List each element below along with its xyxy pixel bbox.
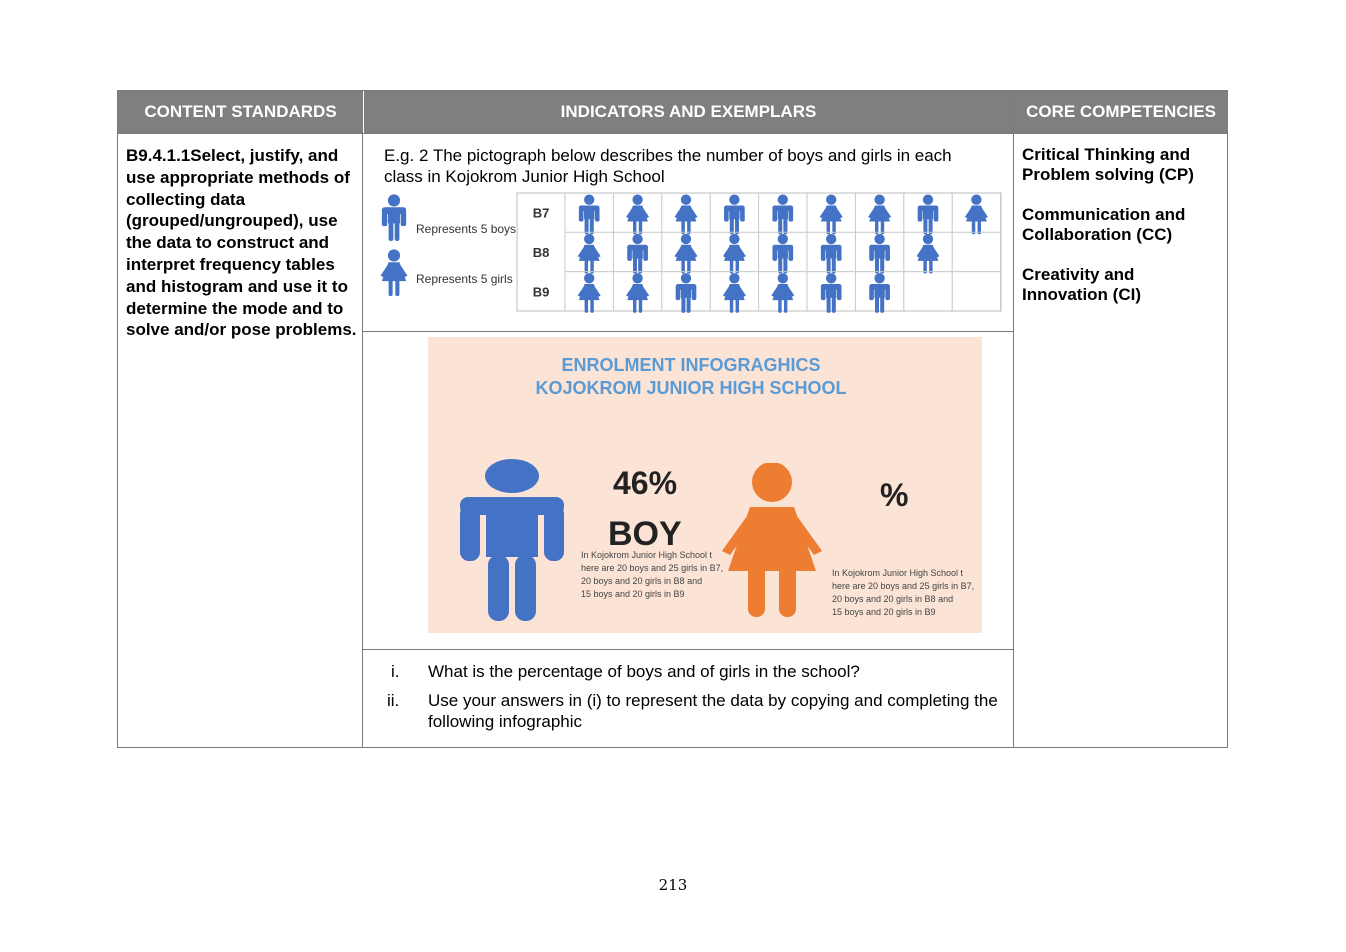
question-1-text: What is the percentage of boys and of girls in the school? [428, 662, 860, 681]
girl-percent: % [880, 477, 909, 513]
core-competencies-list [1022, 145, 1222, 325]
content-standard-text: B9.4.1.1Select, justify, and use appropriate methods of collecting data (grouped/ungrouped), use the data to construct and interpret frequency tables and histogram and use it to determine the mode and to solve and/or pose problems. [126, 146, 357, 340]
page-number: 213 [658, 876, 688, 894]
boy-note: In Kojokrom Junior High School t here are 20 boys and 25 girls in B7, 20 boys and 20 girls in B8 and 15 boys and 20 girls in B9 [581, 550, 724, 599]
girl-note: In Kojokrom Junior High School t here are 20 boys and 25 girls in B7, 20 boys and 20 girls in B8 and 15 boys and 20 girls in B9 [832, 568, 975, 617]
row-divider [363, 649, 1013, 650]
header-content-standards: CONTENT STANDARDS [118, 91, 363, 133]
boy-figure-icon [460, 459, 564, 621]
header-divider [118, 133, 1227, 134]
legend-boy-icon [382, 194, 406, 241]
header-indicators: INDICATORS AND EXEMPLARS [364, 91, 1013, 133]
infographic-title-1: ENROLMENT INFOGRAGHICS [561, 355, 821, 375]
pictograph-row-label: B9 [532, 284, 550, 300]
competency-cc: Communication and Collaboration (CC) [1022, 205, 1186, 244]
pictograph-row-label: B7 [532, 205, 550, 221]
boy-percent: 46% [613, 465, 678, 501]
row-divider [363, 331, 1013, 332]
column-divider [1013, 91, 1014, 747]
pictograph-row-label: B8 [532, 244, 550, 260]
question-2-text: Use your answers in (i) to represent the data by copying and completing the following infographic [428, 691, 998, 731]
example-text: E.g. 2 The pictograph below describes the number of boys and girls in each class in Kojokrom Junior High School [384, 146, 952, 186]
question-1-number: i. [391, 662, 400, 681]
boy-label: BOY [608, 515, 682, 553]
enrolment-infographic [428, 337, 982, 633]
legend-boy-label: Represents 5 boys [416, 222, 517, 236]
legend-girl-icon [381, 249, 408, 296]
competency-ci: Creativity and Innovation (CI) [1022, 265, 1141, 304]
legend-girl-label: Represents 5 girls [416, 272, 513, 286]
curriculum-table [117, 90, 1228, 748]
infographic-title-2: KOJOKROM JUNIOR HIGH SCHOOL [535, 378, 847, 398]
competency-cp: Critical Thinking and Problem solving (CP) [1022, 145, 1194, 184]
header-core-competencies: CORE COMPETENCIES [1014, 91, 1228, 133]
pictograph [372, 191, 1004, 317]
girl-figure-icon [722, 463, 822, 617]
question-2-number: ii. [387, 691, 400, 710]
